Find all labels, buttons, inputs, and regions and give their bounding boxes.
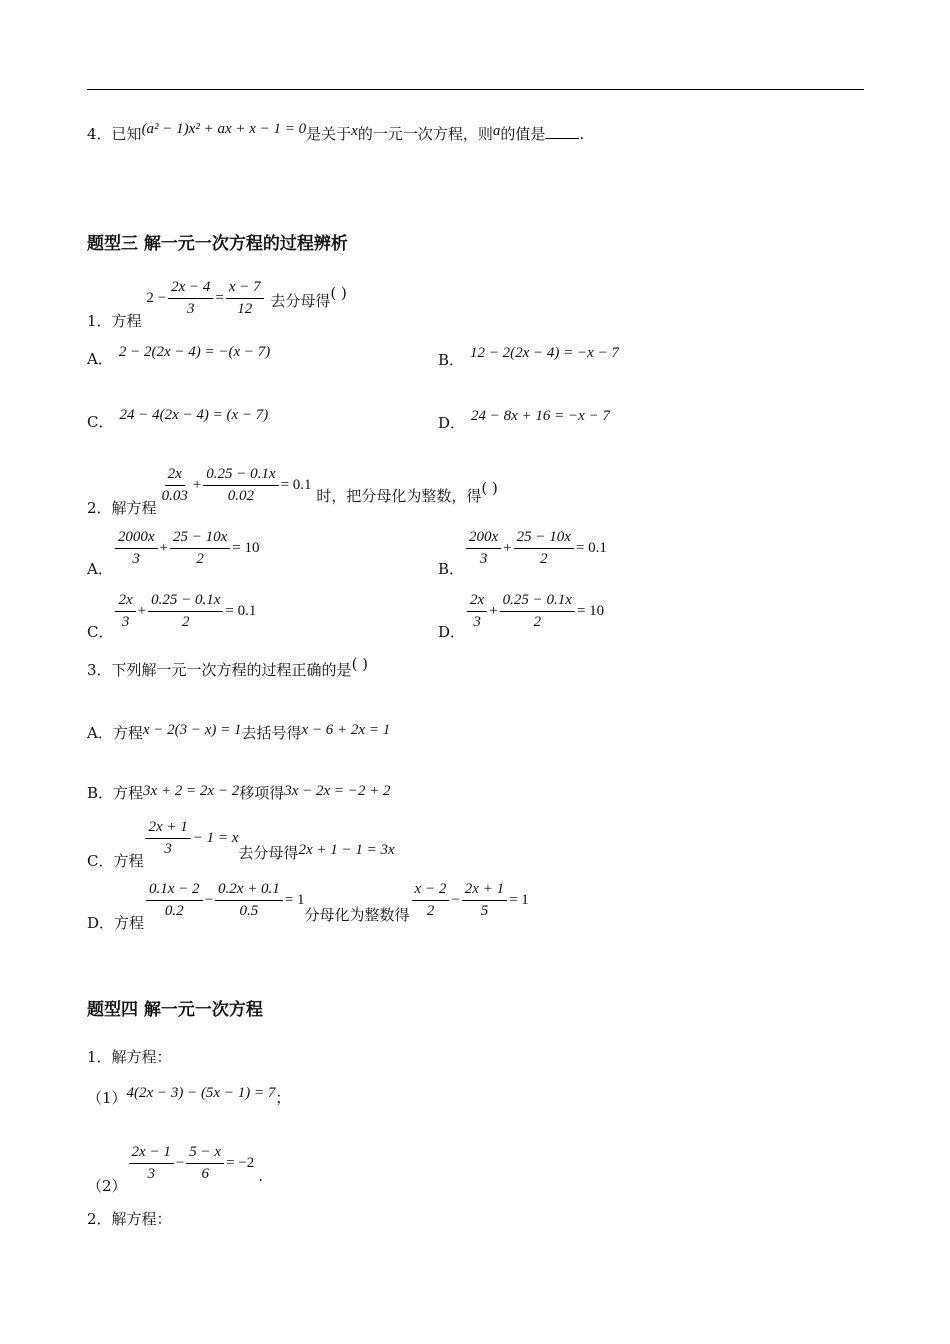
equals: = [215,290,224,306]
question-text: 方程 [111,312,142,330]
fraction [145,818,190,858]
fraction [203,465,278,505]
option-expression: 2 − 2(2x − 4) = −(x − 7) [118,344,271,360]
question-number: 3． [87,661,112,679]
fraction [148,591,223,631]
part-expression: 4(2x − 3) − (5x − 1) = 7 [126,1085,276,1101]
question-text: 的一元一次方程，则 [357,125,493,143]
denominator: 2 [426,903,435,919]
denominator: 2 [540,551,548,567]
question-number: 4． [87,125,112,143]
equation-part: = 0.1 [575,540,607,556]
option-c: C． $\frac{2x}{3}$ + $\frac{0.25 - 0.1x}{2}$ = 0.1 [87,592,257,641]
fraction [462,880,507,920]
header-rule [87,89,864,90]
equation-part: = 1 [284,892,305,908]
answer-blank [545,124,579,139]
question-text: 移项得 [239,784,285,802]
fraction [514,528,574,568]
section-title: 题型四 解一元一次方程 [87,1000,263,1020]
equation-part: = 0.1 [225,603,257,619]
numerator: 2x + 1 [145,818,190,839]
fraction [467,591,487,631]
fraction [115,528,158,568]
variable: x [351,123,358,139]
option-expression: 2x + 1 − 1 = 3x [298,842,395,858]
option-expression: 24 − 8x + 16 = −x − 7 [471,408,610,424]
numerator: 0.1x − 2 [146,880,203,901]
option-d: D． $\frac{2x}{3}$ + $\frac{0.25 - 0.1x}{2}$ = 10 [438,592,605,641]
numerator: 2x + 1 [462,880,507,901]
question-text: 去分母得 [238,844,299,862]
variable: a [492,123,501,139]
denominator: 3 [186,301,195,317]
option-expression: 3x − 2x = −2 + 2 [284,783,391,799]
s4-question-2 [87,1209,172,1229]
denominator: 0.03 [161,488,188,504]
numerator: 2x − 4 [168,278,213,299]
denominator: 3 [164,841,172,857]
s3-question-1 [87,278,347,330]
s3-question-3 [87,655,369,680]
fraction [466,528,501,568]
fraction [129,1143,174,1183]
question-text: 时，把分母化为整数，得 [316,487,482,505]
option-label: C． [87,413,114,431]
option-label: D．方程 [87,914,145,932]
option-label: C．方程 [87,852,144,870]
fraction [146,880,203,920]
equation-part: = 10 [232,540,260,556]
denominator: 3 [132,551,140,567]
option-c [87,818,395,870]
fraction [168,278,213,318]
fraction [186,1143,224,1183]
fraction [170,528,230,568]
option-label: A． [87,560,113,578]
option-a: A． $\frac{2000x}{3}$ + $\frac{25 - 10x}{2}$ = 10 [87,529,260,578]
option-b: B． $\frac{200x}{3}$ + $\frac{25 - 10x}{2}$ = 0.1 [438,529,607,578]
denominator: 3 [479,551,488,567]
numerator: 200x [466,528,501,549]
s4-part-2 [87,1143,264,1195]
option-label: B．方程 [87,784,144,802]
numerator: 2x [165,465,185,486]
numerator: 2x [115,591,135,612]
option-b [87,783,391,804]
denominator: 6 [201,1166,209,1182]
punctuation: . [258,1167,264,1185]
fraction [215,880,283,920]
fraction [226,278,264,318]
part-label: （1） [87,1089,127,1107]
fraction [412,880,450,920]
denominator: 2 [196,551,204,567]
option-expression: 3x + 2 = 2x − 2 [143,783,240,799]
equation-part: = 10 [576,603,605,619]
question-number: 2． [87,499,112,517]
option-d [87,880,529,932]
operator: − [204,892,214,908]
denominator: 5 [480,903,489,919]
punctuation: ； [275,1089,291,1107]
numerator: x − 7 [226,278,264,299]
option-label: C． [87,623,114,641]
fraction [115,591,135,631]
denominator: 0.02 [227,488,255,504]
question-text: 解方程： [111,1048,172,1066]
operator: + [192,477,202,493]
question-text: 解方程： [111,1210,172,1228]
question-text: 去分母得 [270,292,331,310]
equation-part: = 0.1 [280,477,312,493]
equation-part: − 1 = x [192,830,239,846]
denominator: 2 [182,614,190,630]
operator: − [175,1155,185,1171]
denominator: 3 [147,1166,155,1182]
numerator: x − 2 [412,880,450,901]
option-d [438,408,610,432]
numerator: 25 − 10x [170,528,230,549]
numerator: 2000x [115,528,158,549]
numerator: 0.2x + 0.1 [215,880,283,901]
denominator: 0.2 [164,903,184,919]
question-4 [87,121,585,145]
answer-paren: ( ) [330,284,347,302]
part-label: （2） [87,1177,127,1195]
equation-part: 2 − [146,290,167,306]
denominator: 12 [237,301,253,317]
equation-part: = −2 [226,1155,255,1171]
option-expression: 12 − 2(2x − 4) = −x − 7 [470,345,619,361]
option-label: B． [438,351,465,369]
answer-paren: ( ) [481,479,498,497]
numerator: 0.25 − 0.1x [203,465,278,486]
option-expression: x − 2(3 − x) = 1 [142,722,242,738]
option-label: A．方程 [87,724,143,742]
numerator: 0.25 − 0.1x [148,591,223,612]
question-text: 下列解一元一次方程的过程正确的是 [111,661,352,679]
equation: (a² − 1)x² + ax + x − 1 = 0 [141,121,307,137]
option-label: A． [87,350,113,368]
fraction [159,465,191,505]
option-label: D． [438,414,466,432]
s4-question-1 [87,1047,172,1067]
option-c [87,408,268,429]
punctuation: . [579,125,585,143]
question-number: 2． [87,1210,112,1228]
s4-part-1 [87,1082,291,1107]
s3-question-2 [87,465,498,517]
fraction [500,591,575,631]
question-text: 去括号得 [241,724,302,742]
question-text: 的值是 [500,125,546,143]
denominator: 3 [121,614,130,630]
question-text: 分母化为整数得 [304,906,410,924]
equation-part: = 1 [509,892,529,908]
numerator: 25 − 10x [514,528,574,549]
denominator: 2 [533,614,542,630]
option-label: B． [438,560,465,578]
answer-paren: ( ) [351,655,369,673]
denominator: 3 [473,614,481,630]
question-text: 解方程 [111,499,157,517]
option-label: D． [438,623,466,641]
question-number: 1． [87,312,112,330]
numerator: 2x [467,591,487,612]
numerator: 2x − 1 [129,1143,174,1164]
option-a [87,723,390,744]
option-a [87,345,270,366]
denominator: 0.5 [239,903,259,919]
question-number: 1． [87,1048,112,1066]
option-b [438,345,619,369]
operator: − [451,892,460,908]
section-title: 题型三 解一元一次方程的过程辨析 [87,234,348,254]
option-expression: x − 6 + 2x = 1 [301,722,391,738]
numerator: 0.25 − 0.1x [500,591,575,612]
question-text: 已知 [111,125,142,143]
question-text: 是关于 [306,125,352,143]
numerator: 5 − x [186,1143,224,1164]
option-expression: 24 − 4(2x − 4) = (x − 7) [119,407,269,423]
